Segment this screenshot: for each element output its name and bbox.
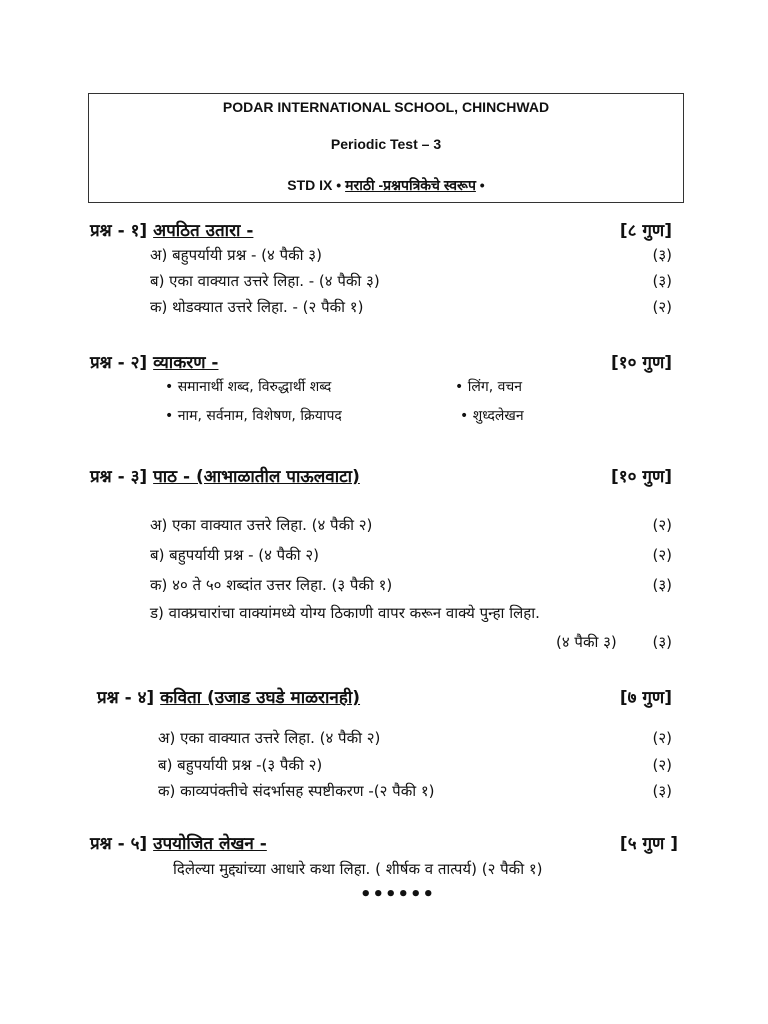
q2-bullet-spelling: • शुध्दलेखन: [460, 408, 524, 424]
q2-bullet-synonyms: • समानार्थी शब्द, विरुद्धार्थी शब्द: [165, 379, 332, 395]
end-dots: ••••••: [360, 884, 436, 905]
question-2-number: प्रश्न - २]: [90, 353, 148, 373]
q5-item: दिलेल्या मुद्द्यांच्या आधारे कथा लिहा. ( शीर्षक व तात्पर्य) (२ पैकी १): [173, 860, 543, 878]
std-suffix: •: [479, 177, 485, 193]
q3-item-c-marks: (३): [652, 576, 672, 594]
q1-item-c-marks: (२): [652, 298, 672, 316]
q4-item-a: अ) एका वाक्यात उत्तरे लिहा. (४ पैकी २): [158, 729, 381, 747]
question-3-heading: [90, 464, 360, 487]
q4-item-b: ब) बहुपर्यायी प्रश्न -(३ पैकी २): [158, 756, 323, 774]
q3-item-d-count: (४ पैकी ३): [556, 633, 617, 651]
question-1-marks: [८ गुण]: [619, 221, 672, 241]
std-subject-line: [89, 176, 683, 195]
test-name: Periodic Test – 3: [330, 136, 442, 152]
q3-item-c: क) ४० ते ५० शब्दांत उत्तर लिहा. (३ पैकी १): [150, 576, 393, 594]
q4-item-b-marks: (२): [652, 756, 672, 774]
question-2-marks: [१० गुण]: [611, 353, 672, 373]
question-4-heading: [97, 685, 360, 708]
q1-item-b: ब) एका वाक्यात उत्तरे लिहा. - (४ पैकी ३): [150, 272, 380, 290]
question-1-number: प्रश्न - १]: [90, 221, 148, 241]
q3-item-a-marks: (२): [652, 516, 672, 534]
std-label: STD IX •: [287, 177, 342, 193]
school-name: PODAR INTERNATIONAL SCHOOL, CHINCHWAD: [222, 99, 550, 115]
question-4-marks: [७ गुण]: [619, 688, 672, 708]
question-4-title: कविता (उजाड उघडे माळरानही): [160, 688, 361, 708]
question-3-marks: [१० गुण]: [611, 467, 672, 487]
question-1-heading: [90, 218, 253, 241]
question-1-title: अपठित उतारा -: [153, 221, 254, 241]
q2-bullet-parts-of-speech: • नाम, सर्वनाम, विशेषण, क्रियापद: [165, 408, 342, 424]
q1-item-b-marks: (३): [652, 272, 672, 290]
question-2-heading: [90, 350, 218, 373]
question-4-number: प्रश्न - ४]: [97, 688, 155, 708]
q4-item-c-marks: (३): [652, 782, 672, 800]
q3-item-d-marks: (३): [652, 633, 672, 651]
q3-item-d: ड) वाक्प्रचारांचा वाक्यांमध्ये योग्य ठिकाणी वापर करून वाक्ये पुन्हा लिहा.: [150, 604, 540, 622]
q4-item-c: क) काव्यपंक्तीचे संदर्भासह स्पष्टीकरण -(२ पैकी १): [158, 782, 435, 800]
question-2-title: व्याकरण -: [153, 353, 219, 373]
q1-item-c: क) थोडक्यात उत्तरे लिहा. - (२ पैकी १): [150, 298, 364, 316]
subject-title: मराठी -प्रश्नपत्रिकेचे स्वरूप: [345, 177, 476, 193]
header-box: [88, 93, 684, 203]
q2-bullet-gender-number: • लिंग, वचन: [455, 379, 523, 395]
q3-item-b: ब) बहुपर्यायी प्रश्न - (४ पैकी २): [150, 546, 320, 564]
q4-item-a-marks: (२): [652, 729, 672, 747]
question-3-title: पाठ - (आभाळातील पाऊलवाटा): [153, 467, 360, 487]
question-5-marks: [५ गुण ]: [619, 834, 678, 854]
q3-item-a: अ) एका वाक्यात उत्तरे लिहा. (४ पैकी २): [150, 516, 373, 534]
q1-item-a: अ) बहुपर्यायी प्रश्न - (४ पैकी ३): [150, 246, 322, 264]
question-5-number: प्रश्न - ५]: [90, 834, 148, 854]
q3-item-b-marks: (२): [652, 546, 672, 564]
question-3-number: प्रश्न - ३]: [90, 467, 148, 487]
q1-item-a-marks: (३): [652, 246, 672, 264]
question-5-heading: [90, 831, 267, 854]
question-5-title: उपयोजित लेखन -: [153, 834, 267, 854]
